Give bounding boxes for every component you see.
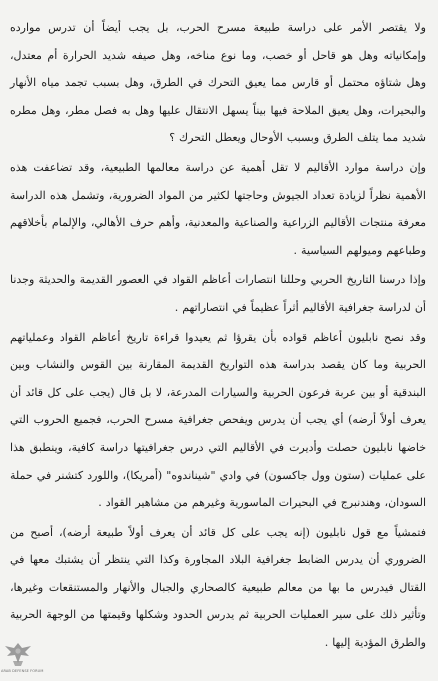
paragraph-regional-resources: وإن دراسة موارد الأقاليم لا تقل أهمية عن دراسة معالمها الطبيعية، وقد تضاعفت هذه الأهمية نظراً لزيادة تعداد الجيوش وحاجتها لكثير من المواد الضرورية، وتشمل هذه الدراسة معرفة منتجات الأقاليم الزراعية والصناعية والمعدنية، وأهم حرف الأهالي، والإلمام بأخلاقهم وطباعهم وميولهم السياسية . <box>10 160 426 257</box>
paragraph-theater-resources: ولا يقتصر الأمر على دراسة طبيعة مسرح الحرب، بل يجب أيضاً أن تدرس موارده وإمكانياته وهل هو قاحل أو خصب، وما نوع مناخه، وهل صيفه شديد الحرارة أم معتدل، وهل شتاؤه محتمل أو قارس مما يعيق التحرك في الطرق، وهل بسبب تجمد مياه الأنهار والبحيرات، وهل يعيق الملاحة فيها بيناً يسهل الانتقال عليها وهل به فصل مطر، وهل مطره شديد مما يتلف الطرق وبسبب الأوحال ويعطل التحرك ؟ <box>10 21 426 145</box>
watermark-text: ARAB DEFENSE FORUM <box>1 669 44 673</box>
paragraph-military-history: وإذا درسنا التاريخ الحربي وحللنا انتصارات أعاظم القواد في العصور القديمة والحديثة وجدنا أن لدراسة جغرافية الأقاليم أثراً عظيماً في انتصاراتهم . <box>10 273 426 314</box>
eagle-emblem-icon <box>1 639 35 669</box>
paragraph-officer-study: فتمشياً مع قول نابليون (إنه يجب على كل قائد أن يعرف أولاً طبيعة أرضه)، أصبح من الضروري أن يدرس الضابط جغرافية البلاد المجاورة وكذا التي ينتظر أن يشتبك معها في القتال فيدرس ما بها من معالم طبيعية كالصحاري والجبال والأنهار والمستنقعات وغيرها، وتأثير ذلك على سير العمليات الحربية ثم يدرس الحدود وشكلها وقيمتها من الوجهة الحربية والطرق المؤدية إليها . <box>10 525 426 650</box>
paragraph-napoleon-advice: وقد نصح نابليون أعاظم قواده بأن يقرؤا ثم يعيدوا قراءة تاريخ أعاظم القواد وعملياتهم الحربية وما كان يقصد بدراسة هذه التواريخ القديمة المقارنة بين القوس والنشاب وبين البندقية أو بين عربة فرعون الحربية والسيارات المدرعة، لا بل قال (يجب على كل قائد أن يعرف أولاً أرضه) أي يجب أن يدرس ويفحص جغرافية مسرح الحرب، فجميع الحروب التي خاضها نابليون حصلت وأديرت في الأقاليم التي درس جغرافيتها دراسة كافية، وينطبق هذا على عمليات (ستون وول جاكسون) في وادي "شيناندوه" (أمريكا)، واللورد كتشنر في حملة السودان، وهندنبرج في البحيرات الماسورية وغيرهم من مشاهير القواد . <box>10 330 426 510</box>
watermark-logo <box>1 639 44 679</box>
